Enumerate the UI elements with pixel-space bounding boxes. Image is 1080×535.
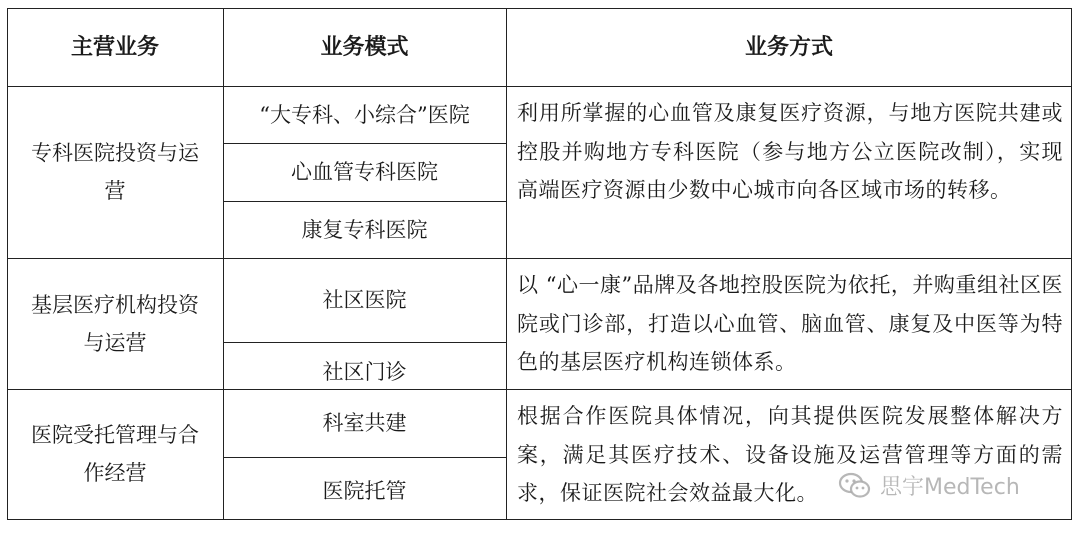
wechat-icon xyxy=(838,472,872,500)
business-table xyxy=(7,8,1072,520)
header-main-business: 主营业务 xyxy=(70,34,159,60)
header-business-mode: 业务模式 xyxy=(320,34,409,60)
mode-cell: “大专科、小综合”医院 xyxy=(259,102,470,127)
mode-cell: 社区门诊 xyxy=(322,359,407,384)
method-cell: 根据合作医院具体情况，向其提供医院发展整体解决方案，满足其医疗技术、设备设施及运营管理等方面的需求，保证医院社会效益最大化。 xyxy=(517,404,1063,505)
mode-cell: 社区医院 xyxy=(322,288,407,312)
method-cell: 利用所掌握的心血管及康复医疗资源，与地方医院共建或控股并购地方专科医院（参与地方公立医院改制），实现高端医疗资源由少数中心城市向各区域市场的转移。 xyxy=(517,101,1063,202)
business-cell: 专科医院投资与运营 xyxy=(31,141,199,203)
mode-cell: 医院托管 xyxy=(322,479,407,503)
mode-cell: 康复专科医院 xyxy=(301,217,428,242)
header-business-method: 业务方式 xyxy=(744,34,833,60)
business-cell: 基层医疗机构投资与运营 xyxy=(31,292,199,355)
watermark xyxy=(838,470,1020,501)
method-cell: 以 “心一康”品牌及各地控股医院为依托，并购重组社区医院或门诊部，打造以心血管、脑血管、康复及中医等为特色的基层医疗机构连锁体系。 xyxy=(517,273,1063,374)
watermark-text: 思宇MedTech xyxy=(880,475,1020,500)
mode-cell: 科室共建 xyxy=(322,411,407,435)
business-cell: 医院受托管理与合作经营 xyxy=(31,423,199,485)
table-border-bottom xyxy=(7,519,1072,520)
mode-cell: 心血管专科医院 xyxy=(291,160,438,184)
